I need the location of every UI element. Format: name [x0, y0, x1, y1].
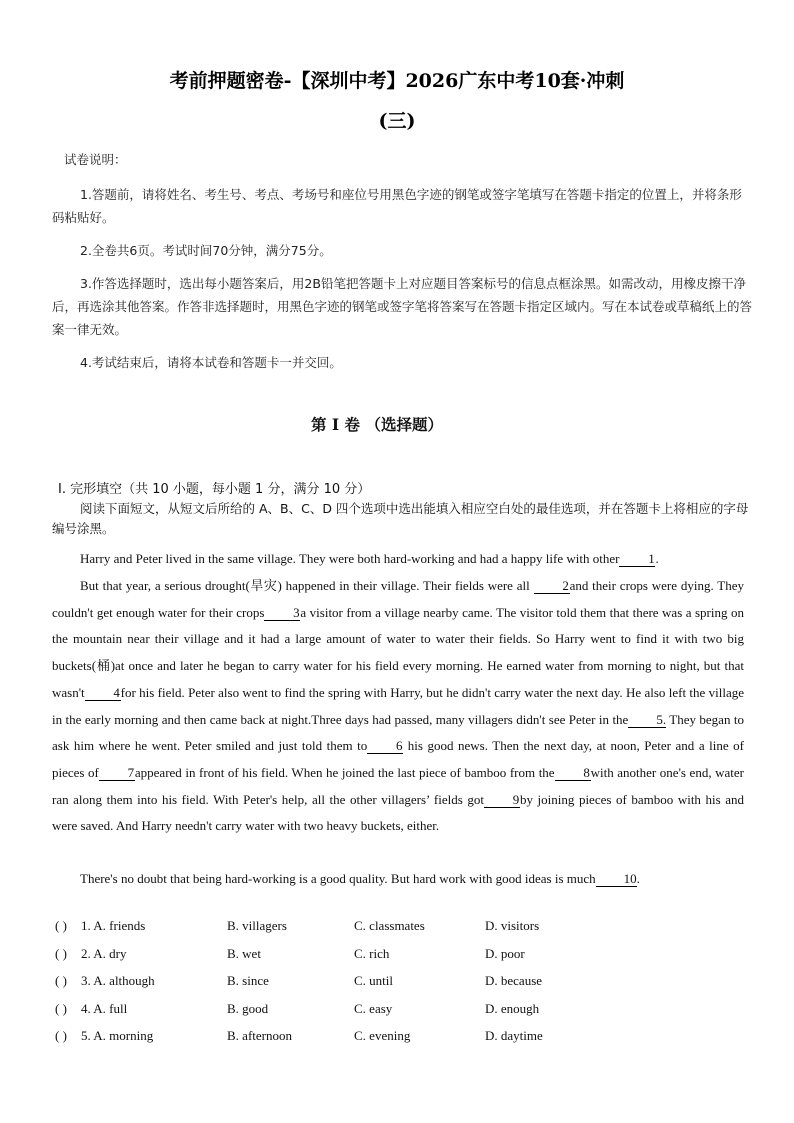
passage-text: appeared in front of his field. When he joined the last piece of bamboo from the	[134, 764, 555, 780]
option-d: D. because	[485, 973, 543, 988]
answer-blank: 6	[367, 739, 403, 754]
answer-paren: ( )	[55, 1028, 67, 1043]
option-b: B. since	[227, 973, 269, 988]
option-a: 2. A. dry	[81, 945, 127, 961]
answer-blank: 1	[619, 552, 655, 567]
passage-text: for his field. Peter also went to find the spring with Harry, but he didn't carry water the next day. He also left the village in the early morning and then came back at night.Three days had passed, many villagers didn't see Peter in the	[52, 684, 744, 727]
answer-blank: 7	[99, 766, 135, 781]
answer-blank: 4	[85, 686, 121, 701]
passage-text: by joining pieces of bamboo with his and were saved. And Harry needn't carry water with two heavy buckets, either.	[52, 791, 744, 834]
answer-blank: 9	[484, 793, 520, 808]
passage-text: and their crops were dying. They couldn't get enough water for their crops	[52, 578, 744, 620]
answer-paren: ( )	[55, 1000, 67, 1016]
answer-blank: 3	[264, 606, 300, 621]
exam-title: 考前押题密卷-【深圳中考】2026广东中考10套·冲刺	[169, 70, 625, 92]
part-description: 阅读下面短文，从短文后所给的 A、B、C、D 四个选项中选出能填入相应空白处的最佳选项，并在答题卡上将相应的字母编号涂黑。	[52, 501, 749, 536]
answer-blank: 5.	[628, 713, 666, 728]
option-a: 1. A. friends	[81, 918, 146, 933]
option-b: B. wet	[227, 945, 261, 961]
option-d: D. enough	[485, 1000, 540, 1016]
answer-blank: 2	[534, 579, 570, 594]
option-d: D. poor	[485, 945, 525, 961]
passage-paragraph-1	[52, 546, 744, 573]
passage-text: a visitor from a village nearby came. The visitor told them that there was a spring on the mountain near their village and it had a large amount of water to water their fields. So Harry went to find it with two big buckets(桶)at once and later he began to carry water for his field every morning. He earned water from morning to night, but that wasn't	[52, 604, 744, 700]
question-row	[55, 1001, 575, 1029]
instructions-heading: 试卷说明：	[64, 152, 127, 167]
passage-text: But that year, a serious drought(旱灾) happened in their village. Their fields were all	[80, 578, 534, 593]
passage-text: .	[655, 551, 659, 566]
option-c: C. classmates	[354, 918, 425, 933]
option-c: C. rich	[354, 945, 390, 961]
question-row	[55, 973, 575, 1001]
passage-text: his good news. Then the next day, at noon, Peter and a line of pieces of	[52, 738, 744, 780]
section-title: 第 I 卷 （选择题）	[311, 415, 443, 434]
instruction-item: 4.考试结束后，请将本试卷和答题卡一并交回。	[80, 355, 342, 370]
passage-text: Harry and Peter lived in the same village. They were both hard-working and had a happy life with other	[80, 551, 620, 566]
instruction-item: 1.答题前，请将姓名、考生号、考点、考场号和座位号用黑色字迹的钢笔或签字笔填写在答题卡指定的位置上，并将条形码粘贴好。	[52, 187, 742, 225]
passage-text: There's no doubt that being hard-working is a good quality. But hard work with good ideas is much	[80, 871, 596, 886]
passage-text: with another one's end, water ran along them into his field. With Peter's help, all the other villagers’ fields got	[52, 764, 745, 807]
answer-blank: 10	[596, 872, 637, 887]
option-b: B. afternoon	[227, 1028, 292, 1043]
option-d: D. visitors	[485, 918, 540, 933]
exam-title-number: (三)	[378, 110, 416, 132]
question-row	[55, 1028, 575, 1056]
option-a: 4. A. full	[81, 1000, 128, 1016]
answer-paren: ( )	[55, 918, 67, 933]
answer-paren: ( )	[55, 973, 67, 988]
question-options	[55, 918, 575, 1056]
passage-text: .	[636, 871, 640, 886]
question-row	[55, 918, 575, 946]
option-d: D. daytime	[485, 1028, 543, 1043]
part-heading: I. 完形填空（共 10 小题，每小题 1 分，满分 10 分）	[58, 482, 371, 497]
passage-paragraph-2	[52, 573, 744, 840]
option-b: B. good	[227, 1000, 269, 1016]
answer-blank: 8	[555, 766, 591, 781]
instruction-item: 3.作答选择题时，选出每小题答案后，用2B铅笔把答题卡上对应题目答案标号的信息点框涂黑。如需改动，用橡皮擦干净后，再选涂其他答案。作答非选择题时，用黑色字迹的钢笔或签字笔将答案写在答题卡指定区域内。写在本试卷或草稿纸上的答案一律无效。	[52, 276, 753, 337]
option-c: C. until	[354, 973, 394, 988]
option-a: 5. A. morning	[81, 1028, 154, 1043]
option-c: C. easy	[354, 1000, 393, 1016]
answer-paren: ( )	[55, 945, 67, 961]
option-c: C. evening	[354, 1028, 411, 1043]
option-b: B. villagers	[227, 918, 287, 933]
passage-paragraph-3	[52, 866, 744, 893]
passage-text: They began to ask him where he went. Peter smiled and just told them to	[52, 711, 744, 754]
instruction-item: 2.全卷共6页。考试时间70分钟，满分75分。	[80, 243, 332, 258]
question-row	[55, 946, 575, 974]
option-a: 3. A. although	[81, 973, 155, 988]
